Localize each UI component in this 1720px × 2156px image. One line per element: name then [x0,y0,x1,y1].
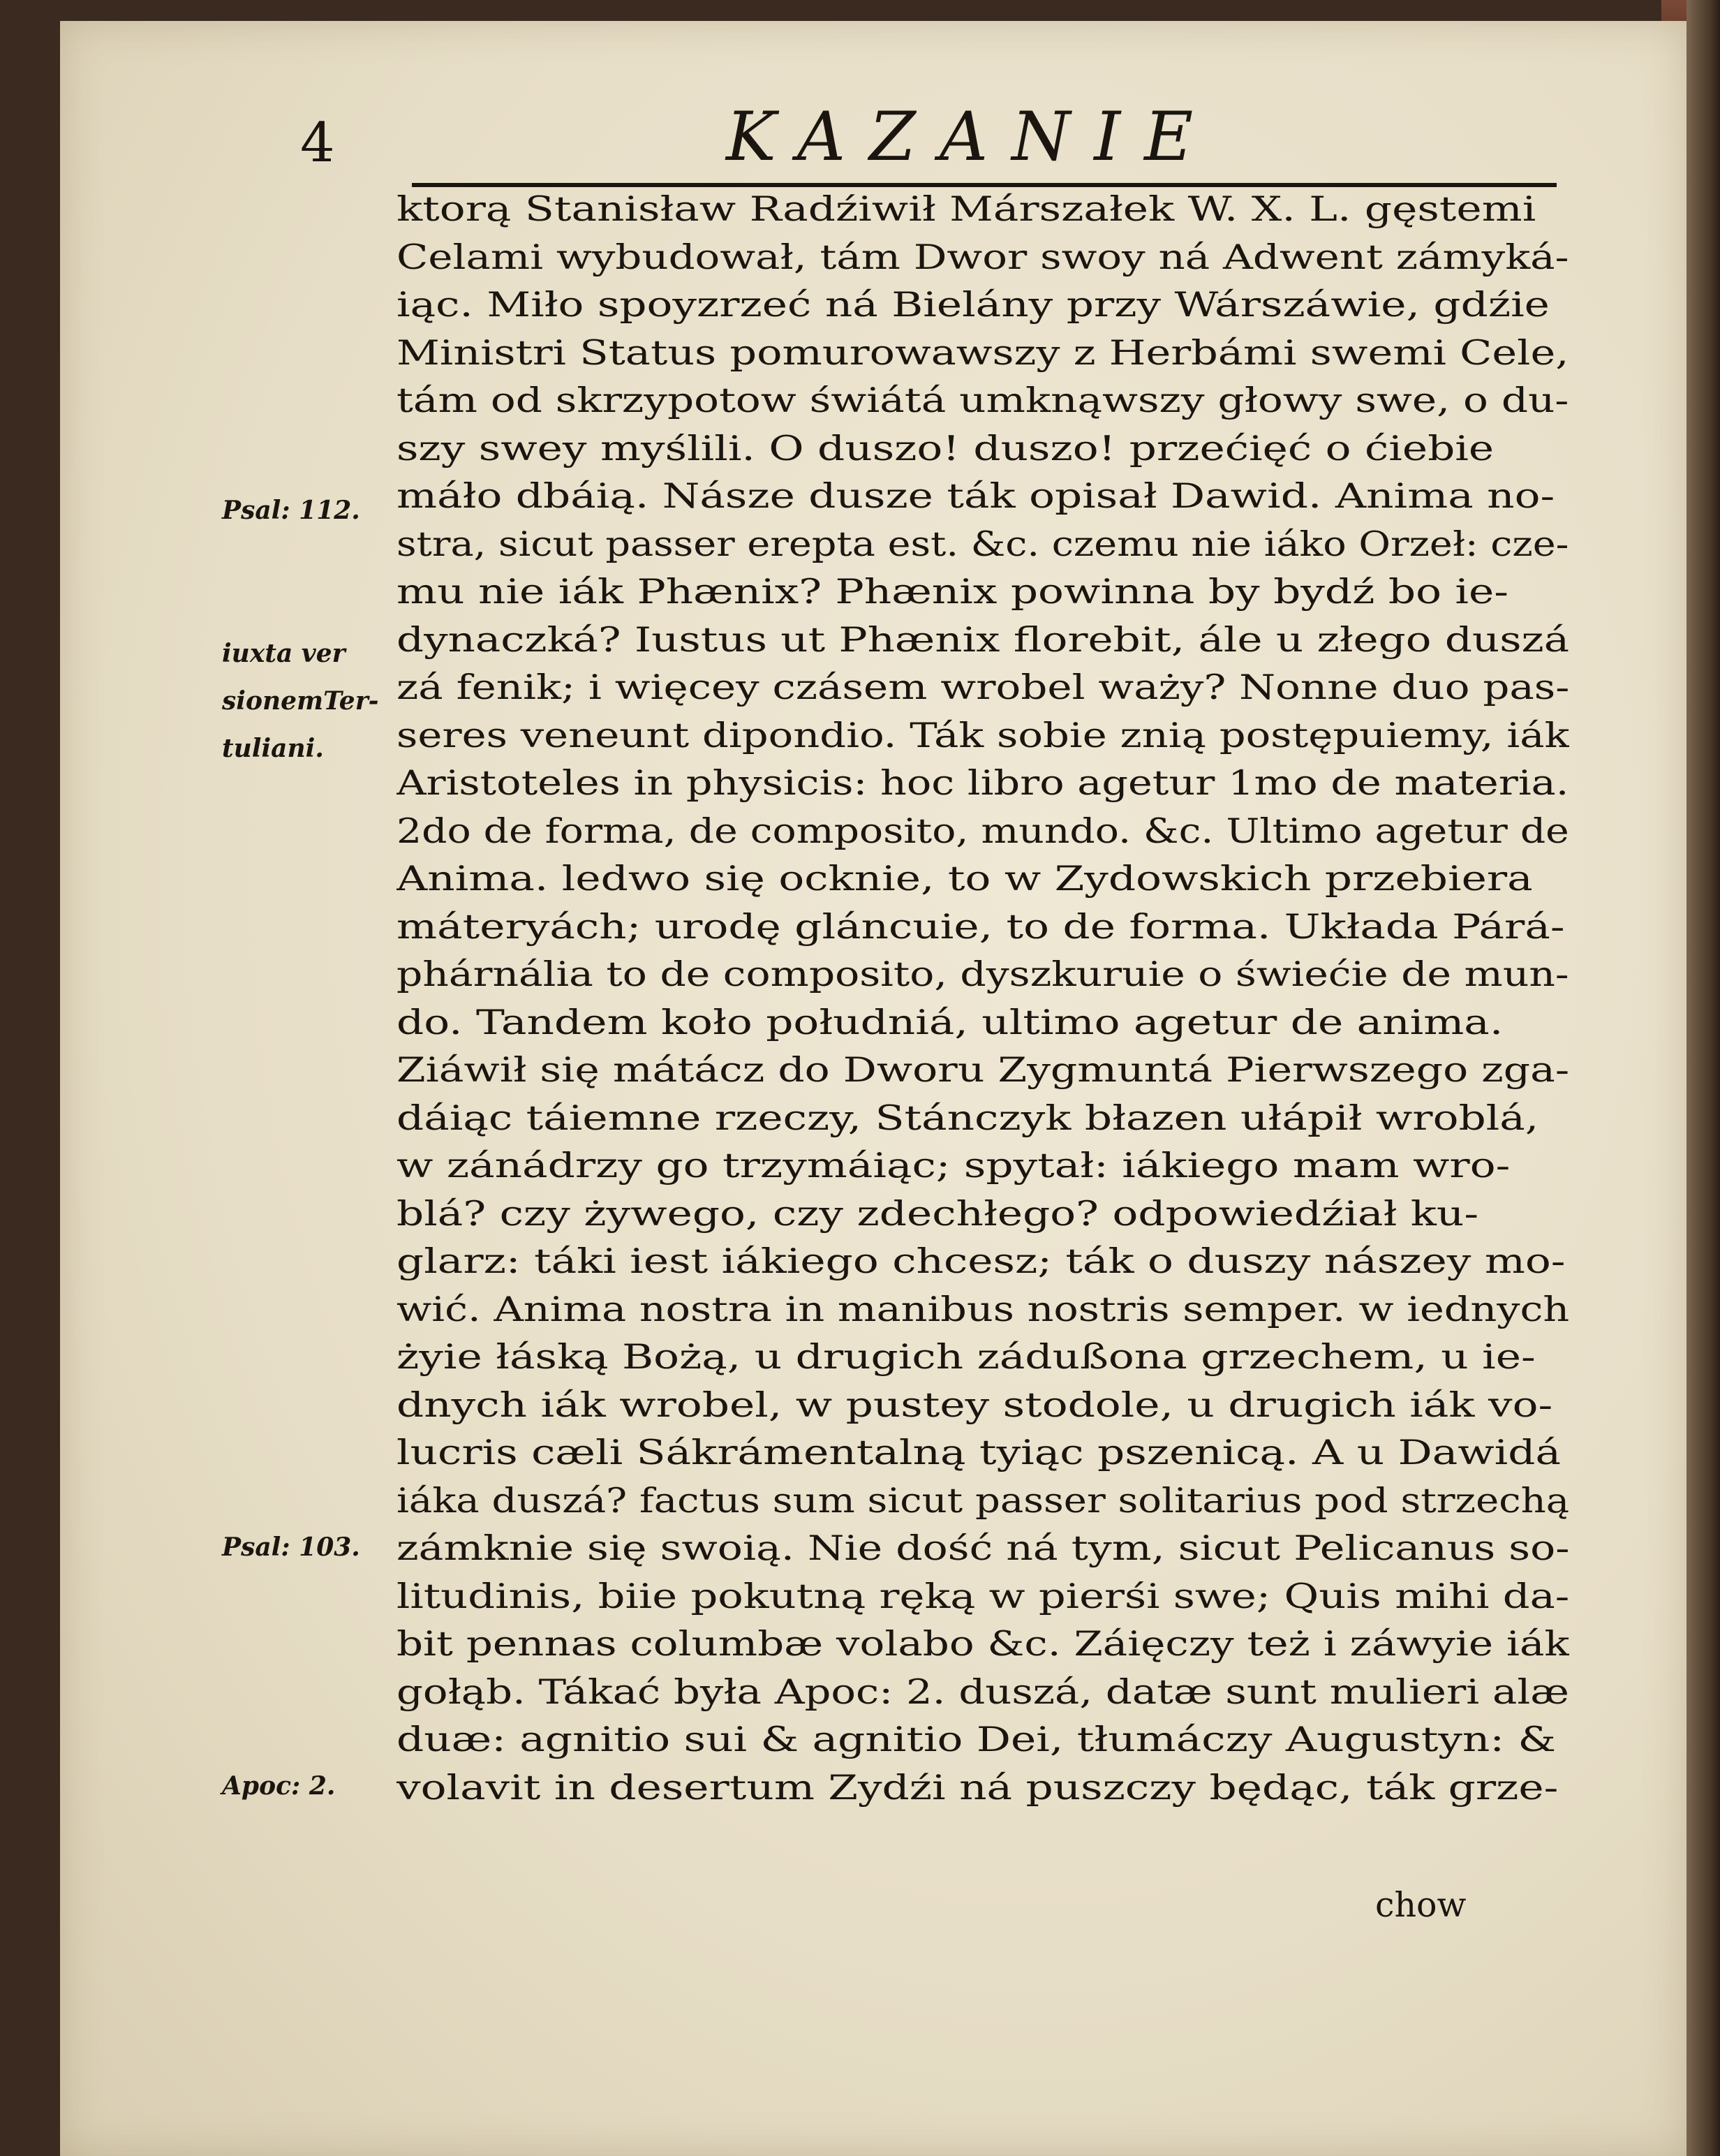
text-line: dnych iák wrobel, w pustey stodole, u drugich iák vo- [396,1385,1553,1425]
text-line: Celami wybudował, tám Dwor swoy ná Adwent zámyká- [396,237,1569,277]
text-line: volavit in desertum Zydźi ná puszczy będąc, ták grze- [396,1767,1559,1808]
text-line: stra, sicut passer erepta est. &c. czemu nie iáko Orzeł: cze- [396,524,1569,564]
text-line: lucris cæli Sákrámentalną tyiąc pszenicą. A u Dawidá [396,1433,1561,1472]
text-line: phárnália to de composito, dyszkuruie o świećie de mun- [396,954,1569,994]
text-line: máteryách; urodę gláncuie, to de forma. Układa Párá- [396,906,1565,947]
text-line: glarz: táki iest iákiego chcesz; ták o duszy nászey mo- [396,1241,1566,1281]
text-line: iáka duszá? factus sum sicut passer solitarius pod strzechą [396,1480,1569,1521]
text-line: litudinis, biie pokutną ręką w pierśi swe; Quis mihi da- [396,1576,1569,1616]
catchword: chow [1375,1885,1467,1925]
text-line: zámknie się swoią. Nie dość ná tym, sicut Pelicanus so- [396,1528,1569,1568]
text-line: Anima. ledwo się ocknie, to w Zydowskich przebiera [396,859,1533,899]
text-line: 2do de forma, de composito, mundo. &c. Ultimo agetur de [396,811,1569,851]
text-line: blá? czy żywego, czy zdechłego? odpowiedźiał ku- [396,1193,1479,1234]
text-line: żyie łáską Bożą, u drugich zádußona grzechem, u ie- [396,1337,1536,1377]
text-line: Ministri Status pomurowawszy z Herbámi swemi Cele, [396,332,1569,373]
text-line: w zánádrzy go trzymáiąc; spytał: iákiego mam wro- [396,1146,1511,1186]
text-line: ktorą Stanisław Radźiwił Márszałek W. X. L. gęstemi [396,189,1536,229]
text-line: wić. Anima nostra in manibus nostris semper. w iednych [396,1289,1569,1329]
margin-note-psal-112: Psal: 112. [222,496,360,525]
text-line: szy swey myślili. O duszo! duszo! przećięć o ćiebie [396,428,1495,468]
margin-note-psal-103: Psal: 103. [222,1533,360,1562]
text-line: dynaczká? Iustus ut Phænix florebit, ále u złego duszá [396,619,1569,660]
body-text [396,186,1569,1812]
running-head: KAZANIE [726,98,1217,176]
margin-note-iuxta-versionem: iuxta ver sionemTer- tuliani. [222,639,379,763]
text-line: bit pennas columbæ volabo &c. Záięczy też i záwyie iák [396,1624,1569,1664]
text-line: do. Tandem koło południá, ultimo agetur de anima. [396,1002,1504,1042]
text-line: duæ: agnitio sui & agnitio Dei, tłumáczy Augustyn: & [396,1720,1556,1759]
text-line: zá fenik; i więcey czásem wrobel waży? Nonne duo pas- [396,667,1569,707]
text-line: gołąb. Tákać była Apoc: 2. duszá, datæ sunt mulieri alæ [396,1671,1569,1712]
page-number: 4 [300,112,335,175]
text-line: dáiąc táiemne rzeczy, Stánczyk błazen ułápił wroblá, [396,1098,1539,1138]
text-line: seres veneunt dipondio. Ták sobie znią postępuiemy, iák [396,715,1569,755]
text-line: tám od skrzypotow świátá umknąwszy głowy swe, o du- [396,381,1569,420]
text-line: máło dbáią. Násze dusze ták opisał Dawid. Anima no- [396,476,1555,516]
binding-spine [1686,0,1720,2156]
text-line: mu nie iák Phænix? Phænix powinna by bydź bo ie- [396,572,1508,612]
text-line: iąc. Miło spoyzrzeć ná Bielány przy Wárszáwie, gdźie [396,285,1550,325]
text-line: Ziáwił się mátácz do Dworu Zygmuntá Pierwszego zga- [396,1050,1569,1090]
text-line: Aristoteles in physicis: hoc libro agetur 1mo de materia. [396,763,1569,803]
margin-note-apoc-2: Apoc: 2. [222,1771,336,1801]
